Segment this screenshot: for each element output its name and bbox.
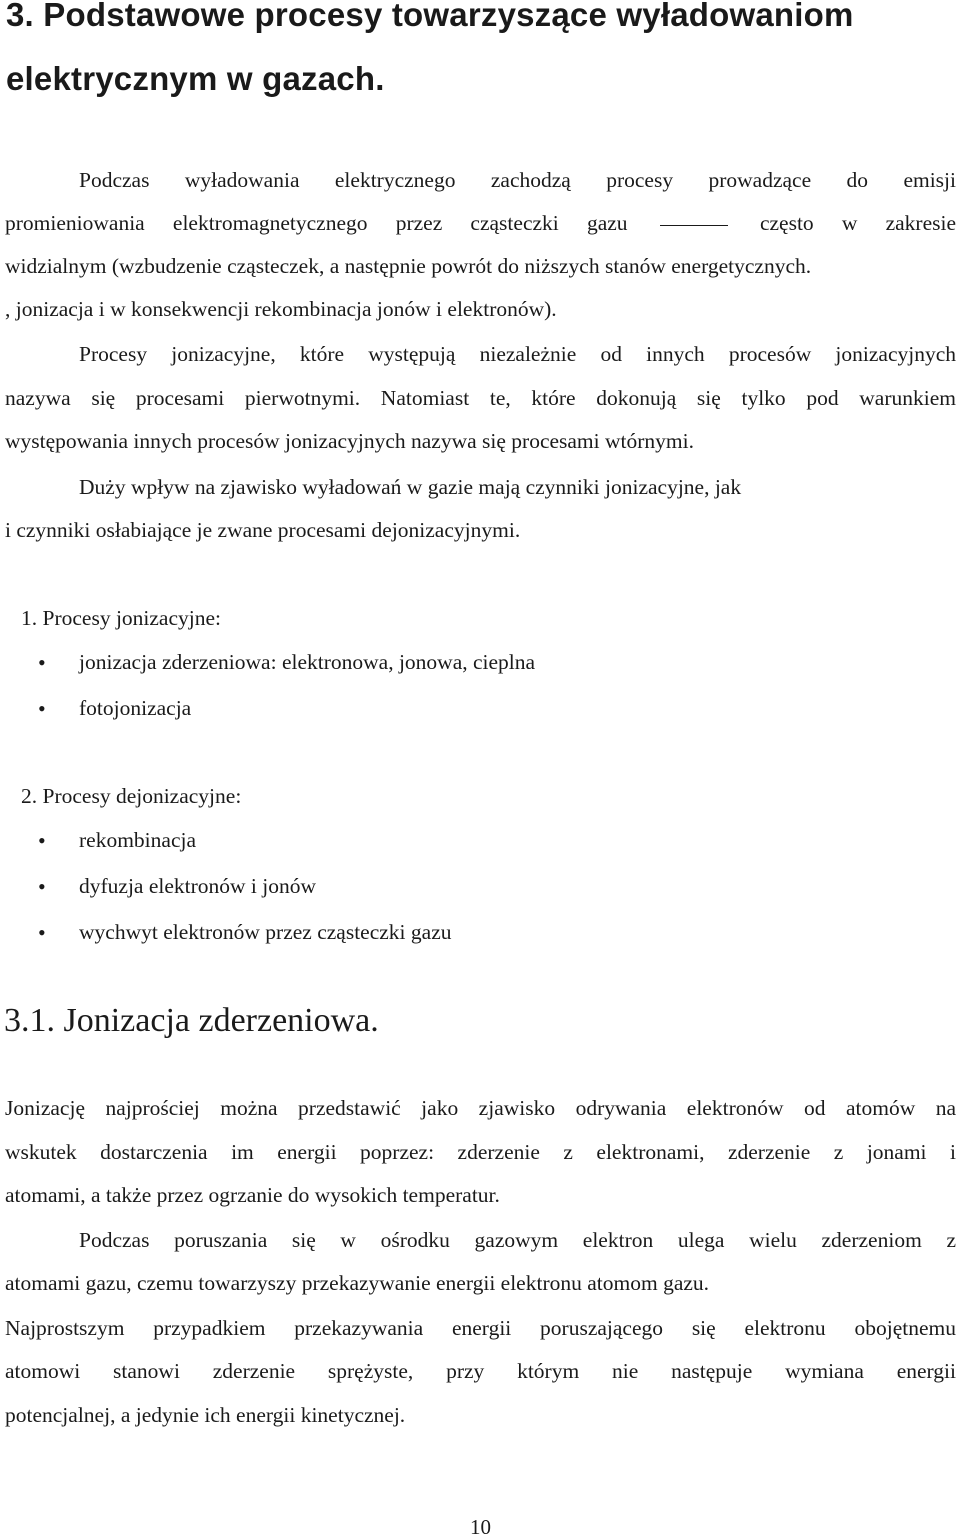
para6-line-3: potencjalnej, a jedynie ich energii kinetycznej. bbox=[5, 1403, 406, 1427]
para5-line-1: Podczas poruszania się w ośrodku gazowym elektron ulega wielu zderzeniom z bbox=[79, 1228, 956, 1252]
chapter-heading-line-1: 3. Podstawowe procesy towarzyszące wyładowaniom bbox=[6, 0, 854, 33]
bullet-icon: • bbox=[38, 650, 46, 675]
para2-line-1: Procesy jonizacyjne, które występują niezależnie od innych procesów jonizacyjnych bbox=[79, 342, 956, 366]
chapter-heading-line-2: elektrycznym w gazach. bbox=[6, 60, 385, 97]
para2-line-2: nazywa się procesami pierwotnymi. Natomiast te, które dokonują się tylko pod warunkiem bbox=[5, 386, 956, 410]
bullet-icon: • bbox=[38, 828, 46, 853]
para5-line-2: atomami gazu, czemu towarzyszy przekazywanie energii elektronu atomom gazu. bbox=[5, 1271, 710, 1295]
para3-line-1: Duży wpływ na zjawisko wyładowań w gazie mają czynniki jonizacyjne, jak bbox=[79, 475, 742, 499]
intro-line-2 bbox=[5, 211, 956, 236]
bullet-icon: • bbox=[38, 696, 46, 721]
list-item: jonizacja zderzeniowa: elektronowa, jonowa, cieplna bbox=[79, 650, 536, 674]
deionization-list-title: 2. Procesy dejonizacyjne: bbox=[21, 784, 242, 808]
intro-line-4: , jonizacja i w konsekwencji rekombinacja jonów i elektronów). bbox=[5, 297, 557, 321]
intro-line-1: Podczas wyładowania elektrycznego zachodzą procesy prowadzące do emisji bbox=[79, 168, 956, 192]
em-dash bbox=[660, 225, 728, 226]
ionization-list-title: 1. Procesy jonizacyjne: bbox=[21, 606, 222, 630]
para4-line-3: atomami, a także przez ogrzanie do wysokich temperatur. bbox=[5, 1183, 500, 1207]
intro-line-2-part-b: często w zakresie bbox=[759, 211, 957, 235]
bullet-icon: • bbox=[38, 920, 46, 945]
para3-line-2: i czynniki osłabiające je zwane procesami dejonizacyjnymi. bbox=[5, 518, 521, 542]
para6-line-2: atomowi stanowi zderzenie sprężyste, przy którym nie następuje wymiana energii bbox=[5, 1359, 956, 1383]
para4-line-2: wskutek dostarczenia im energii poprzez: zderzenie z elektronami, zderzenie z jonami i bbox=[5, 1140, 956, 1164]
list-item: fotojonizacja bbox=[79, 696, 192, 720]
page-number: 10 bbox=[470, 1515, 491, 1539]
bullet-icon: • bbox=[38, 874, 46, 899]
list-item: rekombinacja bbox=[79, 828, 197, 852]
list-item: wychwyt elektronów przez cząsteczki gazu bbox=[79, 920, 452, 944]
para6-line-1: Najprostszym przypadkiem przekazywania energii poruszającego się elektronu obojętnemu bbox=[5, 1316, 956, 1340]
para2-line-3: występowania innych procesów jonizacyjnych nazywa się procesami wtórnymi. bbox=[5, 429, 694, 453]
list-item: dyfuzja elektronów i jonów bbox=[79, 874, 317, 898]
section-title: 3.1. Jonizacja zderzeniowa. bbox=[4, 1002, 379, 1039]
intro-line-2-part-a: promieniowania elektromagnetycznego przez cząsteczki gazu bbox=[5, 211, 628, 235]
intro-line-3: widzialnym (wzbudzenie cząsteczek, a następnie powrót do niższych stanów energetycznych. bbox=[5, 254, 812, 278]
para4-line-1: Jonizację najprościej można przedstawić jako zjawisko odrywania elektronów od atomów na bbox=[5, 1096, 956, 1120]
